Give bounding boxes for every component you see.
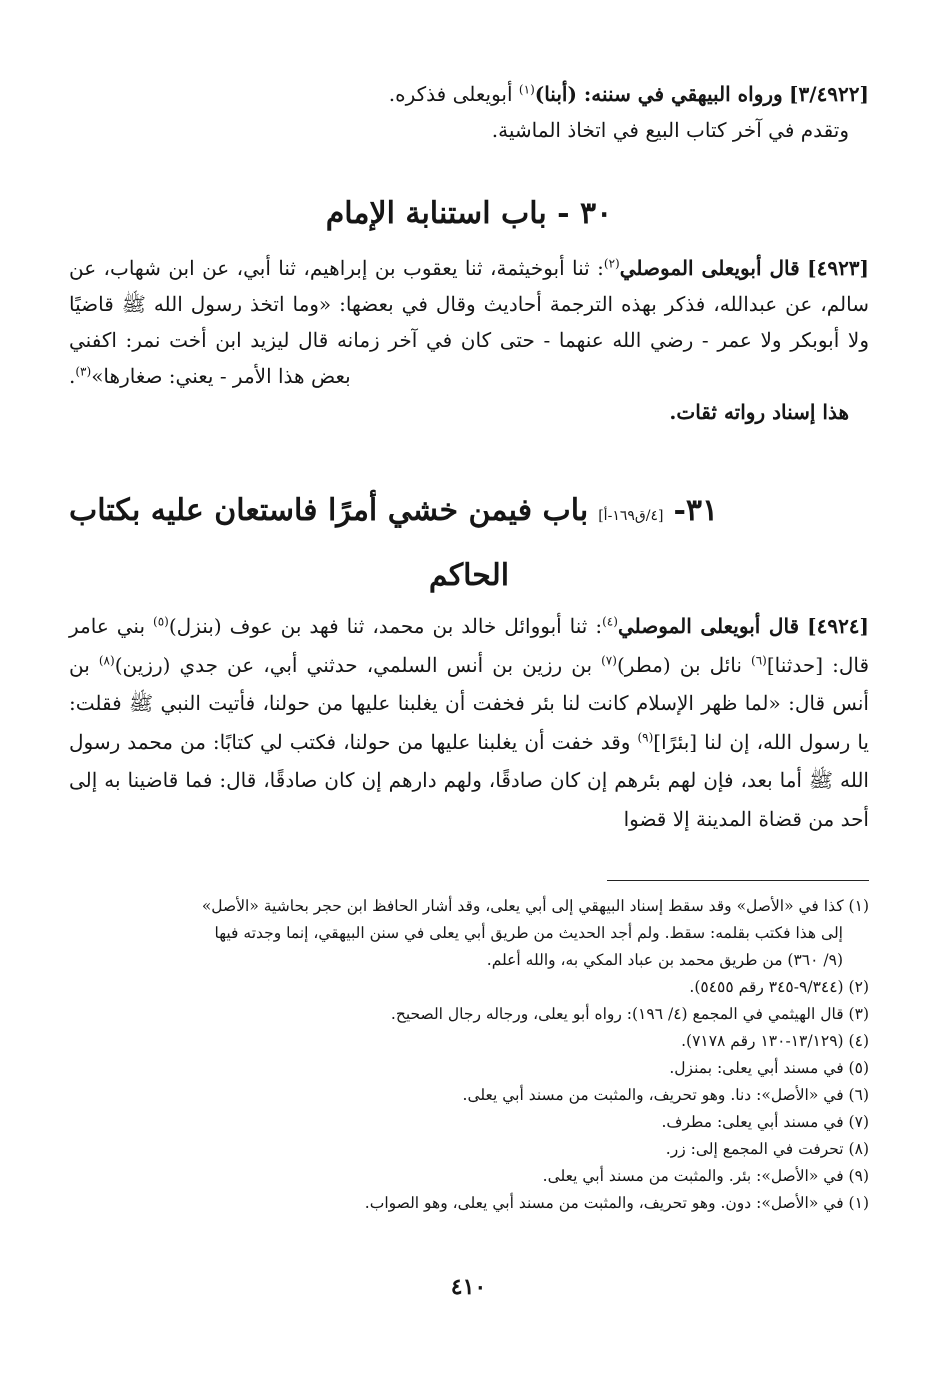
hadith-body: بن أنس قال: «لما ظهر الإسلام كانت لنا بئر فخفت أن يغلبنا عليها من حولنا، فأتيت النبي ﷺ فقلت: يا رسول الله، إن لنا [بئرًا] bbox=[69, 652, 869, 754]
footnote-text: (٩/٣٤٤-٣٤٥ رقم ٥٤٥٥). bbox=[689, 978, 844, 996]
hadith-number: [٤٩٢٣] bbox=[807, 256, 870, 280]
footnote-label: (٦) bbox=[848, 1086, 869, 1104]
footnote-3 bbox=[69, 1001, 869, 1028]
footnote-label: (٩) bbox=[848, 1167, 869, 1185]
footnote-6 bbox=[69, 1082, 869, 1109]
footnote-text: قال الهيثمي في المجمع (٤/ ١٩٦): رواه أبو يعلى، ورجاله رجال الصحيح. bbox=[390, 1005, 844, 1023]
section-title: ٣٠ - باب استنابة الإمام bbox=[325, 196, 613, 231]
footnote-text: تحرفت في المجمع إلى: زر. bbox=[665, 1140, 844, 1158]
section-30 bbox=[69, 190, 869, 238]
hadith-end: . bbox=[69, 364, 76, 388]
hadith-4924 bbox=[69, 607, 869, 839]
hadith-body: بن رزين بن أنس السلمي، حدثني أبي، عن جدي (رزين) bbox=[114, 652, 602, 677]
footnote-ref[interactable]: (٥) bbox=[153, 614, 169, 629]
intro-block bbox=[69, 76, 869, 148]
hadith-text bbox=[69, 607, 869, 839]
footnote-5 bbox=[69, 1055, 869, 1082]
manuscript-reference: [٤/ق١٦٩-أ] bbox=[598, 508, 664, 524]
intro-text-cont: أبويعلى فذكره. bbox=[388, 82, 519, 106]
footnote-label: (٥) bbox=[848, 1059, 869, 1077]
footnote-text: كذا في «الأصل» وقد سقط إسناد البيهقي إلى أبي يعلى، وقد أشار الحافظ ابن حجر بحاشية «الأصل» bbox=[201, 897, 844, 915]
footnote-ref[interactable]: (٤) bbox=[602, 614, 618, 629]
footnote-ref[interactable]: (٨) bbox=[98, 652, 115, 667]
footnote-label: (٨) bbox=[848, 1140, 869, 1158]
footnote-text: (١٣/١٢٩-١٣٠ رقم ٧١٧٨). bbox=[681, 1032, 844, 1050]
section-title bbox=[69, 480, 869, 547]
section-number: ٣١- bbox=[673, 493, 719, 528]
hadith-body: وقد خفت أن يغلبنا عليها من حولنا، فكتب لي كتابًا: من محمد رسول الله ﷺ أما بعد، فإن لهم بئرهم إن كان صادقًا، ولهم دارهم إن كان صادقًا، قال: فما قاضينا به إلى أحد من قضاة المدينة إلا قضوا bbox=[69, 729, 869, 831]
footnote-1-cont: (٩/ ٣٦٠) من طريق محمد بن عباد المكي به، والله أعلم. bbox=[486, 951, 843, 969]
section-title-line-2: الحاكم bbox=[428, 558, 510, 593]
footnote-ref[interactable]: (٦) bbox=[751, 652, 767, 667]
footnote-text: في «الأصل»: بئر. والمثبت من مسند أبي يعلى. bbox=[542, 1167, 844, 1185]
intro-text: ورواه البيهقي في سننه: (أبنا) bbox=[534, 82, 783, 106]
intro-line-2: وتقدم في آخر كتاب البيع في اتخاذ الماشية. bbox=[491, 118, 849, 142]
footnote-label: (١) bbox=[848, 897, 869, 915]
footnote-label: (٢) bbox=[848, 978, 869, 996]
footnote-separator bbox=[607, 880, 869, 881]
hadith-body: : ثنا أبوخيثمة، ثنا يعقوب بن إبراهيم، ثنا أبي، عن ابن شهاب، عن سالم، عن عبدالله، فذكر بهذه الترجمة أحاديث وقال في بعضها: «وما اتخذ رسول الله ﷺ قاضيًا ولا أبوبكر ولا عمر - رضي الله عنهما - حتى كان في آخر زمانه قال ليزيد ابن أخت نمر: اكفني بعض هذا الأمر - يعني: صغارها» bbox=[69, 256, 869, 388]
page-number: ٤١٠ bbox=[450, 1274, 487, 1300]
footnote-ref[interactable]: (٧) bbox=[601, 652, 617, 667]
footnote-1-cont: إلى هذا فكتب بقلمه: سقط. ولم أجد الحديث من طريق أبي يعلى في سنن البيهقي، إنما وجدته فيها bbox=[214, 924, 843, 942]
hadith-4923 bbox=[69, 250, 869, 430]
footnote-text: في مسند أبي يعلى: بمنزل. bbox=[669, 1059, 844, 1077]
section-31 bbox=[69, 480, 869, 605]
hadith-number: [٣/٤٩٢٢] bbox=[789, 82, 869, 106]
footnote-8 bbox=[69, 1136, 869, 1163]
footnote-1 bbox=[69, 893, 869, 920]
footnotes bbox=[69, 893, 869, 1217]
footnote-text: في مسند أبي يعلى: مطرف. bbox=[661, 1113, 844, 1131]
footnote-2 bbox=[69, 974, 869, 1001]
footnote-text: في «الأصل»: دنا. وهو تحريف، والمثبت من مسند أبي يعلى. bbox=[462, 1086, 844, 1104]
footnote-7 bbox=[69, 1109, 869, 1136]
hadith-text bbox=[69, 250, 869, 394]
footnote-label: (٤) bbox=[848, 1032, 869, 1050]
footnote-label: (٣) bbox=[848, 1005, 869, 1023]
footnote-text: في «الأصل»: دون. وهو تحريف، والمثبت من مسند أبي يعلى، وهو الصواب. bbox=[364, 1194, 844, 1212]
footnote-4 bbox=[69, 1028, 869, 1055]
narrator: قال أبويعلى الموصلي bbox=[617, 614, 800, 638]
footnote-9 bbox=[69, 1163, 869, 1190]
footnote-ref[interactable]: (٢) bbox=[603, 256, 620, 271]
narrator: قال أبويعلى الموصلي bbox=[619, 256, 800, 280]
footnote-ref[interactable]: (٣) bbox=[75, 364, 92, 379]
intro-line-1 bbox=[69, 76, 869, 112]
footnote-ref[interactable]: (١) bbox=[518, 82, 535, 97]
footnote-ref[interactable]: (٩) bbox=[637, 730, 654, 745]
footnote-10 bbox=[69, 1190, 869, 1217]
hadith-number: [٤٩٢٤] bbox=[807, 614, 870, 638]
hadith-body: نائل بن (مطر) bbox=[616, 652, 752, 677]
section-title-line-1: باب فيمن خشي أمرًا فاستعان عليه بكتاب bbox=[69, 493, 589, 528]
hadith-body: بني عامر قال: [حدثنا] bbox=[69, 614, 869, 677]
footnote-label: (١) bbox=[848, 1194, 869, 1212]
footnote-label: (٧) bbox=[848, 1113, 869, 1131]
hadith-body: : ثنا أبووائل خالد بن محمد، ثنا فهد بن عوف (بنزل) bbox=[168, 614, 603, 638]
grading: هذا إسناد رواته ثقات. bbox=[669, 400, 849, 424]
